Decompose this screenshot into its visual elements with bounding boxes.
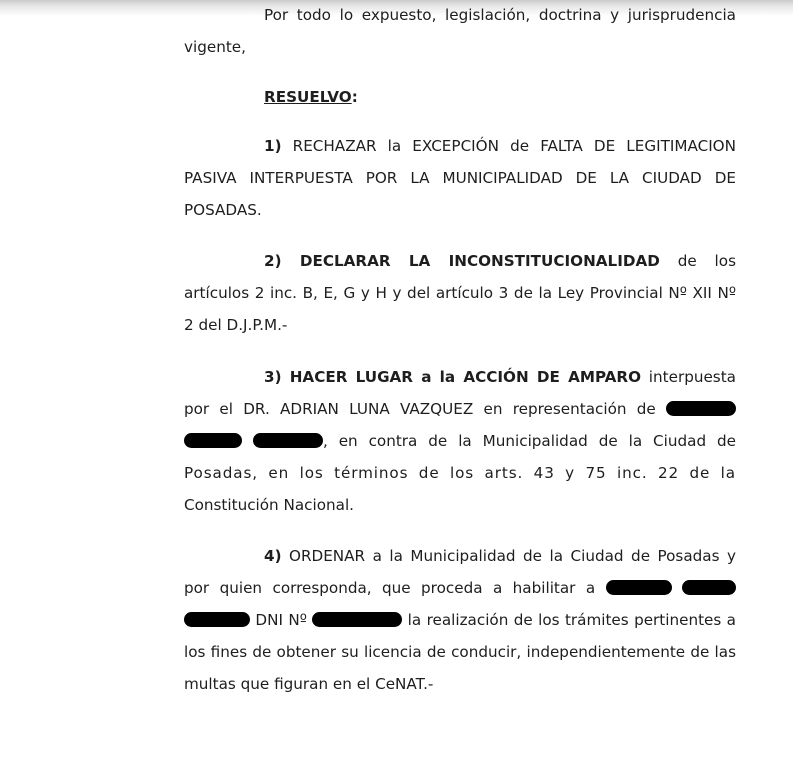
redaction-mark	[184, 433, 242, 448]
item-4-text-b: DNI Nº	[250, 611, 313, 629]
item-3-text-a: interpuesta por el DR. ADRIAN LUNA VAZQUEZ en representación de	[184, 368, 736, 418]
intro-text: Por todo lo expuesto, legislación, doctrina y jurisprudencia vigente,	[184, 6, 736, 56]
item-4-number: 4)	[264, 547, 282, 565]
item-3-paragraph	[184, 361, 736, 521]
item-1-number: 1)	[264, 137, 282, 155]
redaction-mark	[184, 612, 250, 627]
item-1-text: RECHAZAR la EXCEPCIÓN de FALTA DE LEGITIMACION PASIVA INTERPUESTA POR LA MUNICIPALIDAD DE LA CIUDAD DE POSADAS.	[184, 137, 736, 219]
redaction-mark	[253, 433, 323, 448]
redaction-mark	[312, 612, 402, 627]
item-4-text-c: la realización de los trámites pertinentes a los fines de obtener su licencia de conducir, independientemente de las multas que figuran en el CeNAT.-	[184, 611, 736, 693]
item-3-text-c: Posadas, en los términos de los arts. 43 y 75 inc. 22 de la	[184, 464, 736, 482]
item-4-paragraph	[184, 540, 736, 700]
redaction-mark	[666, 401, 736, 416]
redaction-mark	[606, 580, 672, 595]
redaction-mark	[682, 580, 736, 595]
resolution-heading	[184, 81, 736, 113]
item-1-paragraph	[184, 130, 736, 226]
item-2-paragraph	[184, 245, 736, 341]
item-2-text: de los artículos 2 inc. B, E, G y H y del artículo 3 de la Ley Provincial Nº XII Nº 2 del D.J.P.M.-	[184, 252, 736, 334]
item-2-bold-text: DECLARAR LA INCONSTITUCIONALIDAD	[281, 252, 660, 270]
intro-paragraph	[184, 0, 736, 63]
item-4-text-a: ORDENAR a la Municipalidad de la Ciudad de Posadas y por quien corresponda, que proceda a habilitar a	[184, 547, 736, 597]
item-2-number: 2)	[264, 252, 282, 270]
item-3-bold-text: 3) HACER LUGAR a la ACCIÓN DE AMPARO	[264, 368, 642, 386]
item-3-text-d: Constitución Nacional.	[184, 496, 355, 514]
resuelvo-label: RESUELVO	[264, 88, 352, 106]
resuelvo-colon: :	[351, 88, 358, 106]
item-3-text-b: , en contra de la Municipalidad de la Ciudad de	[322, 432, 737, 450]
